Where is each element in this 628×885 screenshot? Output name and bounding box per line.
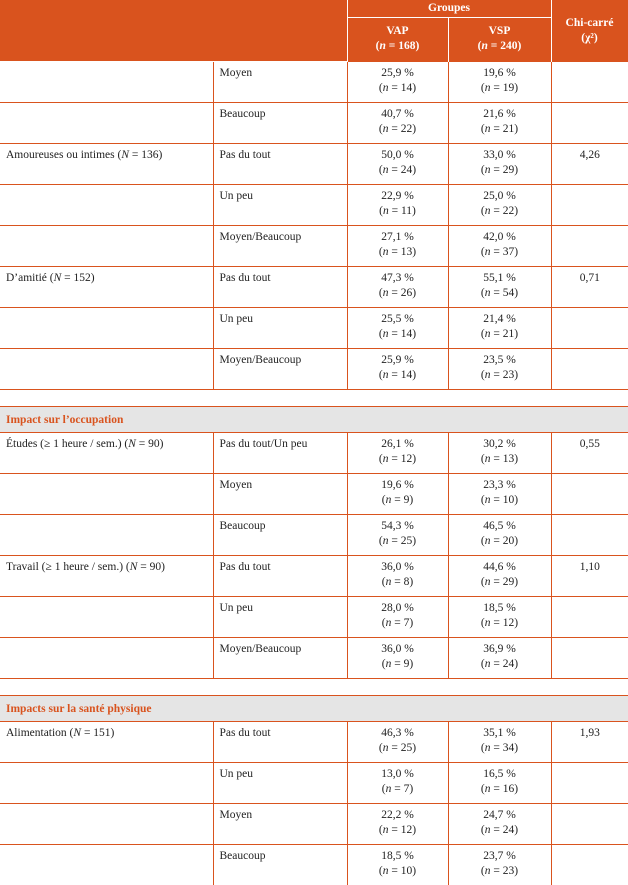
vsp-pct: 23,7 %	[483, 849, 516, 862]
chi-value	[551, 803, 628, 844]
row-label: Travail (≥ 1 heure / sem.) (N = 90)	[0, 555, 213, 596]
table-row	[0, 803, 628, 844]
vap-pct: 26,1 %	[381, 437, 414, 450]
vsp-pct: 25,0 %	[483, 189, 516, 202]
row-label	[0, 61, 213, 102]
vsp-cell	[448, 514, 551, 555]
vsp-pct: 46,5 %	[483, 519, 516, 532]
vap-n: (n = 14)	[378, 327, 417, 340]
vap-cell	[347, 61, 448, 102]
vsp-pct: 23,5 %	[483, 353, 516, 366]
row-level: Moyen	[213, 803, 347, 844]
section-title: Impacts sur la santé physique	[0, 695, 628, 721]
vsp-n: (n = 24)	[480, 657, 519, 670]
chi-value	[551, 184, 628, 225]
vsp-cell	[448, 803, 551, 844]
vap-n: (n = 9)	[381, 493, 414, 506]
vap-cell	[347, 473, 448, 514]
vap-pct: 25,9 %	[381, 66, 414, 79]
header-vap	[347, 17, 448, 61]
vap-n: (n = 24)	[378, 163, 417, 176]
row-label	[0, 307, 213, 348]
vsp-pct: 23,3 %	[483, 478, 516, 491]
vap-pct: 36,0 %	[381, 642, 414, 655]
vap-n: (n = 8)	[381, 575, 414, 588]
vap-n: (n = 25)	[378, 534, 417, 547]
row-level: Moyen/Beaucoup	[213, 637, 347, 678]
vsp-pct: 24,7 %	[483, 808, 516, 821]
row-level: Un peu	[213, 307, 347, 348]
vsp-n: (n = 16)	[480, 782, 519, 795]
vap-n: (n = 12)	[378, 452, 417, 465]
table-row	[0, 432, 628, 473]
row-level: Moyen	[213, 473, 347, 514]
row-level: Un peu	[213, 762, 347, 803]
row-label	[0, 473, 213, 514]
vsp-cell	[448, 596, 551, 637]
vsp-pct: 21,4 %	[483, 312, 516, 325]
row-label	[0, 596, 213, 637]
header-chi-square	[551, 0, 628, 61]
vap-pct: 25,9 %	[381, 353, 414, 366]
row-label: Amoureuses ou intimes (N = 136)	[0, 143, 213, 184]
vsp-cell	[448, 266, 551, 307]
header-blank	[0, 0, 347, 61]
row-label	[0, 225, 213, 266]
vsp-cell	[448, 348, 551, 389]
vap-n: (n = 10)	[378, 864, 417, 877]
table-row	[0, 514, 628, 555]
chi-value: 1,93	[551, 721, 628, 762]
chi-value	[551, 637, 628, 678]
row-label	[0, 844, 213, 885]
vsp-cell	[448, 61, 551, 102]
vap-pct: 22,2 %	[381, 808, 414, 821]
table-row	[0, 307, 628, 348]
vap-n: (n = 26)	[378, 286, 417, 299]
vsp-pct: 42,0 %	[483, 230, 516, 243]
vap-n: (n = 25)	[378, 741, 417, 754]
header-vap-n: (n = 168)	[375, 40, 420, 52]
chi-value: 0,71	[551, 266, 628, 307]
vap-n: (n = 14)	[378, 81, 417, 94]
table-row	[0, 348, 628, 389]
header-row-groups	[0, 0, 628, 17]
table-row	[0, 844, 628, 885]
table-row	[0, 266, 628, 307]
vap-cell	[347, 637, 448, 678]
vap-n: (n = 14)	[378, 368, 417, 381]
vap-pct: 47,3 %	[381, 271, 414, 284]
section-header-row	[0, 695, 628, 721]
row-label	[0, 184, 213, 225]
vap-n: (n = 12)	[378, 823, 417, 836]
vap-cell	[347, 266, 448, 307]
vsp-n: (n = 10)	[480, 493, 519, 506]
vsp-pct: 16,5 %	[483, 767, 516, 780]
spacer-cell	[0, 389, 628, 406]
vap-cell	[347, 184, 448, 225]
vsp-cell	[448, 307, 551, 348]
vap-n: (n = 22)	[378, 122, 417, 135]
vap-pct: 46,3 %	[381, 726, 414, 739]
vap-pct: 27,1 %	[381, 230, 414, 243]
table-row	[0, 102, 628, 143]
vap-cell	[347, 721, 448, 762]
chi-value	[551, 225, 628, 266]
vsp-n: (n = 12)	[480, 616, 519, 629]
vsp-n: (n = 37)	[480, 245, 519, 258]
vsp-cell	[448, 184, 551, 225]
chi-value	[551, 844, 628, 885]
vap-pct: 28,0 %	[381, 601, 414, 614]
row-level: Moyen	[213, 61, 347, 102]
vap-cell	[347, 762, 448, 803]
vsp-n: (n = 29)	[480, 163, 519, 176]
row-level: Un peu	[213, 596, 347, 637]
spacer-row	[0, 678, 628, 695]
vsp-n: (n = 20)	[480, 534, 519, 547]
header-chi-symbol: (χ²)	[581, 32, 598, 45]
vap-n: (n = 7)	[381, 616, 414, 629]
vsp-n: (n = 54)	[480, 286, 519, 299]
row-level: Pas du tout	[213, 143, 347, 184]
table-row	[0, 225, 628, 266]
vap-cell	[347, 514, 448, 555]
row-level: Pas du tout	[213, 721, 347, 762]
table-row	[0, 637, 628, 678]
vap-cell	[347, 555, 448, 596]
row-level: Beaucoup	[213, 844, 347, 885]
row-level: Moyen/Beaucoup	[213, 225, 347, 266]
vsp-pct: 33,0 %	[483, 148, 516, 161]
vap-pct: 25,5 %	[381, 312, 414, 325]
vsp-cell	[448, 143, 551, 184]
table-row	[0, 596, 628, 637]
vsp-n: (n = 23)	[480, 864, 519, 877]
row-level: Beaucoup	[213, 102, 347, 143]
vsp-cell	[448, 555, 551, 596]
vap-pct: 13,0 %	[381, 767, 414, 780]
table-row	[0, 473, 628, 514]
vsp-cell	[448, 844, 551, 885]
table-row	[0, 61, 628, 102]
vsp-n: (n = 24)	[480, 823, 519, 836]
vsp-n: (n = 21)	[480, 122, 519, 135]
vap-cell	[347, 432, 448, 473]
vsp-pct: 30,2 %	[483, 437, 516, 450]
row-label	[0, 102, 213, 143]
vsp-pct: 36,9 %	[483, 642, 516, 655]
row-level: Beaucoup	[213, 514, 347, 555]
spacer-row	[0, 389, 628, 406]
vap-cell	[347, 803, 448, 844]
table-row	[0, 762, 628, 803]
section-header-row	[0, 406, 628, 432]
vsp-n: (n = 29)	[480, 575, 519, 588]
row-label	[0, 762, 213, 803]
header-chi-label: Chi-carré	[565, 17, 614, 30]
vsp-cell	[448, 637, 551, 678]
row-label	[0, 348, 213, 389]
vsp-pct: 55,1 %	[483, 271, 516, 284]
vsp-pct: 19,6 %	[483, 66, 516, 79]
vsp-cell	[448, 762, 551, 803]
vap-pct: 18,5 %	[381, 849, 414, 862]
spacer-cell	[0, 678, 628, 695]
header-vap-label: VAP	[386, 25, 409, 37]
chi-value	[551, 307, 628, 348]
vsp-n: (n = 34)	[480, 741, 519, 754]
vsp-pct: 35,1 %	[483, 726, 516, 739]
vap-cell	[347, 844, 448, 885]
vap-pct: 19,6 %	[381, 478, 414, 491]
vap-cell	[347, 348, 448, 389]
vsp-pct: 21,6 %	[483, 107, 516, 120]
chi-value	[551, 348, 628, 389]
row-label	[0, 637, 213, 678]
chi-value	[551, 514, 628, 555]
chi-value	[551, 473, 628, 514]
chi-value: 0,55	[551, 432, 628, 473]
vap-pct: 22,9 %	[381, 189, 414, 202]
vsp-cell	[448, 473, 551, 514]
chi-value: 4,26	[551, 143, 628, 184]
vsp-n: (n = 21)	[480, 327, 519, 340]
vsp-cell	[448, 102, 551, 143]
vsp-pct: 18,5 %	[483, 601, 516, 614]
header-vsp-label: VSP	[488, 25, 511, 37]
vsp-cell	[448, 225, 551, 266]
header-vsp	[448, 17, 551, 61]
vsp-n: (n = 23)	[480, 368, 519, 381]
chi-value	[551, 61, 628, 102]
vap-cell	[347, 307, 448, 348]
vap-cell	[347, 596, 448, 637]
vsp-pct: 44,6 %	[483, 560, 516, 573]
table-row	[0, 184, 628, 225]
vsp-cell	[448, 721, 551, 762]
chi-value	[551, 762, 628, 803]
row-level: Pas du tout/Un peu	[213, 432, 347, 473]
vap-pct: 54,3 %	[381, 519, 414, 532]
vap-n: (n = 9)	[381, 657, 414, 670]
vap-cell	[347, 143, 448, 184]
vsp-n: (n = 22)	[480, 204, 519, 217]
section-title: Impact sur l’occupation	[0, 406, 628, 432]
vap-n: (n = 11)	[379, 204, 416, 217]
row-level: Pas du tout	[213, 266, 347, 307]
row-level: Pas du tout	[213, 555, 347, 596]
vap-cell	[347, 225, 448, 266]
row-label: D’amitié (N = 152)	[0, 266, 213, 307]
header-vsp-n: (n = 240)	[477, 40, 522, 52]
vap-pct: 50,0 %	[381, 148, 414, 161]
vap-pct: 36,0 %	[381, 560, 414, 573]
vap-pct: 40,7 %	[381, 107, 414, 120]
chi-value	[551, 596, 628, 637]
vap-n: (n = 13)	[378, 245, 417, 258]
header-groups: Groupes	[347, 0, 551, 17]
vsp-n: (n = 13)	[480, 452, 519, 465]
table-body	[0, 61, 628, 885]
vsp-n: (n = 19)	[480, 81, 519, 94]
vap-n: (n = 7)	[381, 782, 414, 795]
vsp-cell	[448, 432, 551, 473]
row-label: Alimentation (N = 151)	[0, 721, 213, 762]
chi-value: 1,10	[551, 555, 628, 596]
chi-value	[551, 102, 628, 143]
row-label: Études (≥ 1 heure / sem.) (N = 90)	[0, 432, 213, 473]
row-label	[0, 803, 213, 844]
row-label	[0, 514, 213, 555]
row-level: Un peu	[213, 184, 347, 225]
row-level: Moyen/Beaucoup	[213, 348, 347, 389]
table-row	[0, 721, 628, 762]
table-row	[0, 143, 628, 184]
vap-cell	[347, 102, 448, 143]
table-row	[0, 555, 628, 596]
